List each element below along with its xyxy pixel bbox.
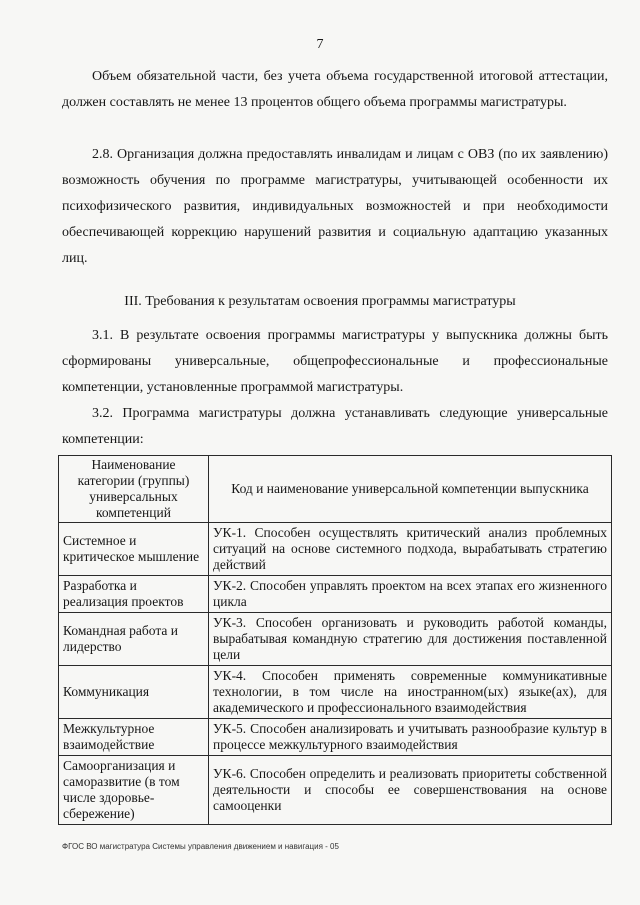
table-row — [59, 756, 612, 825]
table-row — [59, 613, 612, 666]
paragraph-mandatory-part: Объем обязательной части, без учета объема государственной итоговой аттестации, должен составлять не менее 13 процентов общего объема программы магистратуры. — [62, 69, 608, 110]
category-cell: Самоорганизация и саморазвитие (в том числе здоровье-сбережение) — [59, 756, 209, 825]
competence-cell: УК-2. Способен управлять проектом на всех этапах его жизненного цикла — [209, 576, 612, 613]
category-cell: Межкультурное взаимодействие — [59, 719, 209, 756]
table-row — [59, 719, 612, 756]
page-number: 7 — [316, 37, 324, 52]
category-cell: Командная работа и лидерство — [59, 613, 209, 666]
category-cell: Коммуникация — [59, 666, 209, 719]
table-row — [59, 576, 612, 613]
table-header-row — [59, 456, 612, 523]
header-category: Наименование категории (группы) универсальных компетенций — [59, 456, 209, 523]
competence-cell: УК-4. Способен применять современные коммуникативные технологии, в том числе на иностранном(ых) языке(ах), для академического и профессионального взаимодействия — [209, 666, 612, 719]
paragraph-2-8: 2.8. Организация должна предоставлять инвалидам и лицам с ОВЗ (по их заявлению) возможность обучения по программе магистратуры, учитывающей особенности их психофизического развития, индивидуальных возможностей и при необходимости обеспечивающей коррекцию нарушений развития и социальную адаптацию указанных лиц. — [62, 147, 608, 266]
competencies-table — [58, 455, 612, 825]
category-cell: Системное и критическое мышление — [59, 523, 209, 576]
paragraph-3-2: 3.2. Программа магистратуры должна устанавливать следующие универсальные компетенции: — [62, 406, 608, 447]
table-row — [59, 523, 612, 576]
document-footer: ФГОС ВО магистратура Системы управления движением и навигация - 05 — [62, 842, 339, 851]
competence-cell: УК-3. Способен организовать и руководить работой команды, вырабатывая командную стратегию для достижения поставленной цели — [209, 613, 612, 666]
section-heading: III. Требования к результатам освоения программы магистратуры — [124, 294, 516, 309]
paragraph-3-1: 3.1. В результате освоения программы магистратуры у выпускника должны быть сформированы универсальные, общепрофессиональные и профессиональные компетенции, установленные программой магистратуры. — [62, 328, 608, 395]
competence-cell: УК-6. Способен определить и реализовать приоритеты собственной деятельности и способы ее совершенствования на основе самооценки — [209, 756, 612, 825]
competence-cell: УК-5. Способен анализировать и учитывать разнообразие культур в процессе межкультурного взаимодействия — [209, 719, 612, 756]
competence-cell: УК-1. Способен осуществлять критический анализ проблемных ситуаций на основе системного подхода, вырабатывать стратегию действий — [209, 523, 612, 576]
table-row — [59, 666, 612, 719]
header-competence: Код и наименование универсальной компетенции выпускника — [209, 456, 612, 523]
category-cell: Разработка и реализация проектов — [59, 576, 209, 613]
